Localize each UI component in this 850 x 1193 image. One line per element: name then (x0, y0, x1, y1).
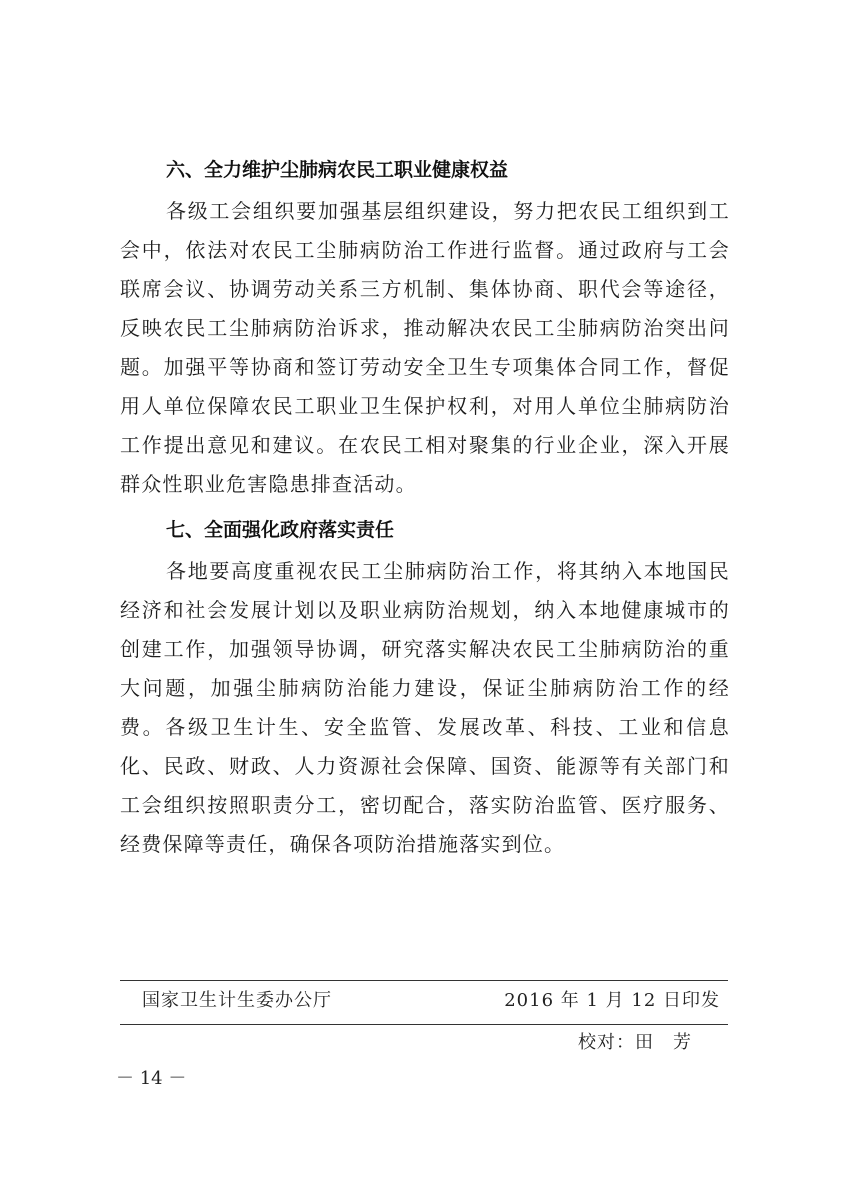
page-number: － 14 － (116, 1068, 187, 1089)
document-body (120, 148, 730, 864)
footer-top-rule (120, 980, 728, 981)
section-7-paragraph: 各地要高度重视农民工尘肺病防治工作，将其纳入本地国民经济和社会发展计划以及职业病防治规划，纳入本地健康城市的创建工作，加强领导协调，研究落实解决农民工尘肺病防治的重大问题，加强尘肺病防治能力建设，保证尘肺病防治工作的经费。各级卫生计生、安全监管、发展改革、科技、工业和信息化、民政、财政、人力资源社会保障、国资、能源等有关部门和工会组织按照职责分工，密切配合，落实防治监管、医疗服务、经费保障等责任，确保各项防治措施落实到位。 (120, 559, 730, 856)
footer-bottom-rule (120, 1024, 728, 1025)
proofreader-line: 校对：田 芳 (578, 1032, 692, 1053)
issue-date: 2016 年 1 月 12 日印发 (504, 990, 720, 1011)
issuing-office: 国家卫生计生委办公厅 (142, 990, 332, 1011)
section-6-heading: 六、全力维护尘肺病农民工职业健康权益 (166, 159, 509, 181)
section-6-paragraph: 各级工会组织要加强基层组织建设，努力把农民工组织到工会中，依法对农民工尘肺病防治工作进行监督。通过政府与工会联席会议、协调劳动关系三方机制、集体协商、职代会等途径，反映农民工尘肺病防治诉求，推动解决农民工尘肺病防治突出问题。加强平等协商和签订劳动安全卫生专项集体合同工作，督促用人单位保障农民工职业卫生保护权利，对用人单位尘肺病防治工作提出意见和建议。在农民工相对聚集的行业企业，深入开展群众性职业危害隐患排查活动。 (120, 199, 730, 496)
section-7-heading: 七、全面强化政府落实责任 (166, 519, 395, 541)
